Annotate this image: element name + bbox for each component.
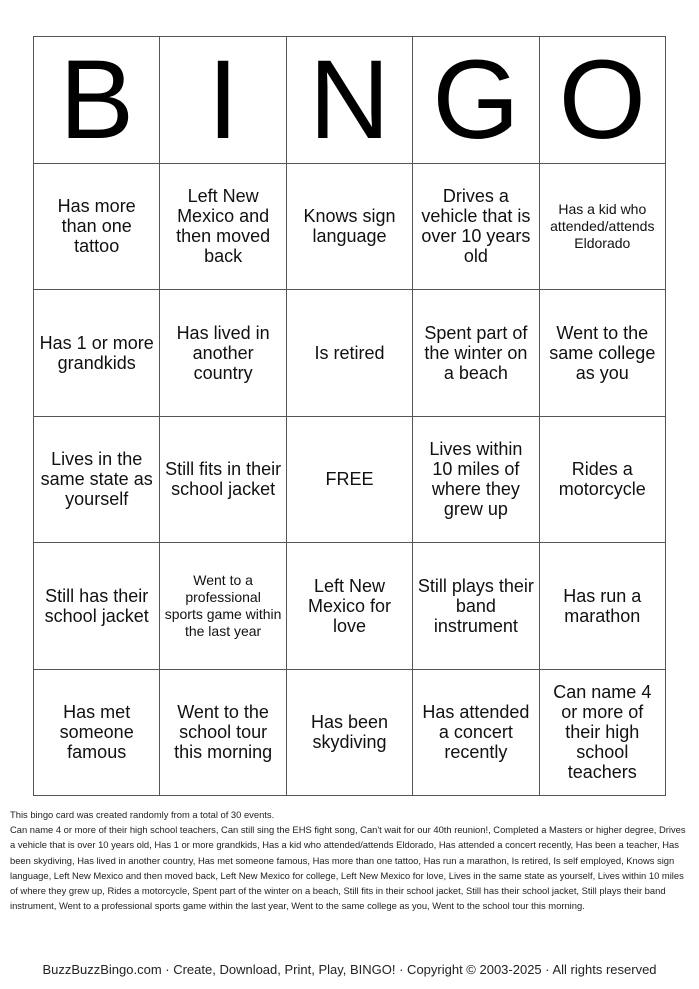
bingo-cell[interactable] xyxy=(540,670,666,797)
bingo-cell[interactable] xyxy=(540,164,666,291)
bingo-cell-text: Drives a vehicle that is over 10 years old xyxy=(421,186,531,267)
bingo-cell-text: Is retired xyxy=(314,342,385,363)
header-letter-g: G xyxy=(413,37,539,164)
bingo-cell-text: Knows sign language xyxy=(303,206,396,247)
bingo-cell[interactable] xyxy=(540,417,666,544)
bingo-cell[interactable] xyxy=(34,417,160,544)
bingo-cell[interactable] xyxy=(413,164,539,291)
bingo-cell-text: Has attended a concert recently xyxy=(422,702,530,763)
bingo-cell[interactable] xyxy=(160,164,286,291)
bingo-cell[interactable] xyxy=(34,543,160,670)
bingo-cell-text: Went to a professional sports game within the last year xyxy=(164,571,282,639)
bingo-cell-text: Has met someone famous xyxy=(59,702,134,763)
info-summary: This bingo card was created randomly from a total of 30 events. xyxy=(10,809,275,820)
bingo-cell[interactable] xyxy=(413,290,539,417)
bingo-cell-text: Has run a marathon xyxy=(563,585,642,626)
bingo-cell-text: Left New Mexico for love xyxy=(307,575,391,636)
bingo-cell[interactable] xyxy=(160,543,286,670)
bingo-cell[interactable] xyxy=(160,670,286,797)
footer-copyright: BuzzBuzzBingo.com · Create, Download, Print, Play, BINGO! · Copyright © 2003-2025 · All rights reserved xyxy=(42,962,657,977)
bingo-cell-text: Lives in the same state as yourself xyxy=(40,449,153,510)
info-events-list: Can name 4 or more of their high school teachers, Can still sing the EHS fight song, Can't wait for our 40th reunion!, Completed a Masters or higher degree, Drives a vehicle that is over 10 years old, Has 1 or more grandkids, Has a kid who attended/attends Eldorado, Has attended a concert recently, Has been a teacher, Has been skydiving, Has lived in another country, Has met someone famous, Has more than one tattoo, Has run a marathon, Is retired, Is self employed, Knows sign language, Left New Mexico and then moved back, Left New Mexico for college, Left New Mexico for love, Lives in the same state as yourself, Lives within 10 miles of where they grew up, Rides a motorcycle, Spent part of the winter on a beach, Still fits in their school jacket, Still has their school jacket, Still plays their band instrument, Went to a professional sports game within the last year, Went to the same college as you, Went to the school tour this morning. xyxy=(10,824,686,912)
free-space-cell[interactable] xyxy=(287,417,413,544)
bingo-cell-text: Has 1 or more grandkids xyxy=(39,332,154,373)
bingo-cell[interactable] xyxy=(413,417,539,544)
bingo-card xyxy=(33,36,666,796)
bingo-cell-text: Has lived in another country xyxy=(176,322,270,383)
bingo-cell[interactable] xyxy=(540,290,666,417)
header-letter-b: B xyxy=(34,37,160,164)
bingo-cell[interactable] xyxy=(34,670,160,797)
header-letter-o: O xyxy=(540,37,666,164)
bingo-cell[interactable] xyxy=(287,164,413,291)
bingo-cell[interactable] xyxy=(34,164,160,291)
bingo-cell-text: Went to the same college as you xyxy=(549,322,656,383)
bingo-cell-text: Has a kid who attended/attends Eldorado xyxy=(550,200,655,251)
bingo-cell[interactable] xyxy=(160,417,286,544)
bingo-cell[interactable] xyxy=(160,290,286,417)
bingo-cell-text: Still fits in their school jacket xyxy=(165,459,282,500)
bingo-cell-text: Spent part of the winter on a beach xyxy=(424,322,528,383)
bingo-cell-text: FREE xyxy=(325,469,374,490)
card-info xyxy=(10,807,690,913)
bingo-cell[interactable] xyxy=(413,670,539,797)
bingo-cell-text: Went to the school tour this morning xyxy=(174,702,273,763)
bingo-cell-text: Still plays their band instrument xyxy=(417,575,534,636)
bingo-cell[interactable] xyxy=(34,290,160,417)
bingo-cell-text: Still has their school jacket xyxy=(44,585,149,626)
bingo-cell-text: Can name 4 or more of their high school teachers xyxy=(553,682,652,783)
bingo-cell[interactable] xyxy=(413,543,539,670)
bingo-cell[interactable] xyxy=(287,543,413,670)
bingo-cell[interactable] xyxy=(287,290,413,417)
bingo-cell[interactable] xyxy=(540,543,666,670)
bingo-cell[interactable] xyxy=(287,670,413,797)
bingo-cell-text: Rides a motorcycle xyxy=(558,459,646,500)
bingo-cell-text: Left New Mexico and then moved back xyxy=(176,186,271,267)
bingo-cell-text: Has more than one tattoo xyxy=(57,196,136,257)
header-letter-i: I xyxy=(160,37,286,164)
header-letter-n: N xyxy=(287,37,413,164)
bingo-cell-text: Lives within 10 miles of where they grew up xyxy=(429,439,523,520)
bingo-cell-text: Has been skydiving xyxy=(310,712,389,753)
